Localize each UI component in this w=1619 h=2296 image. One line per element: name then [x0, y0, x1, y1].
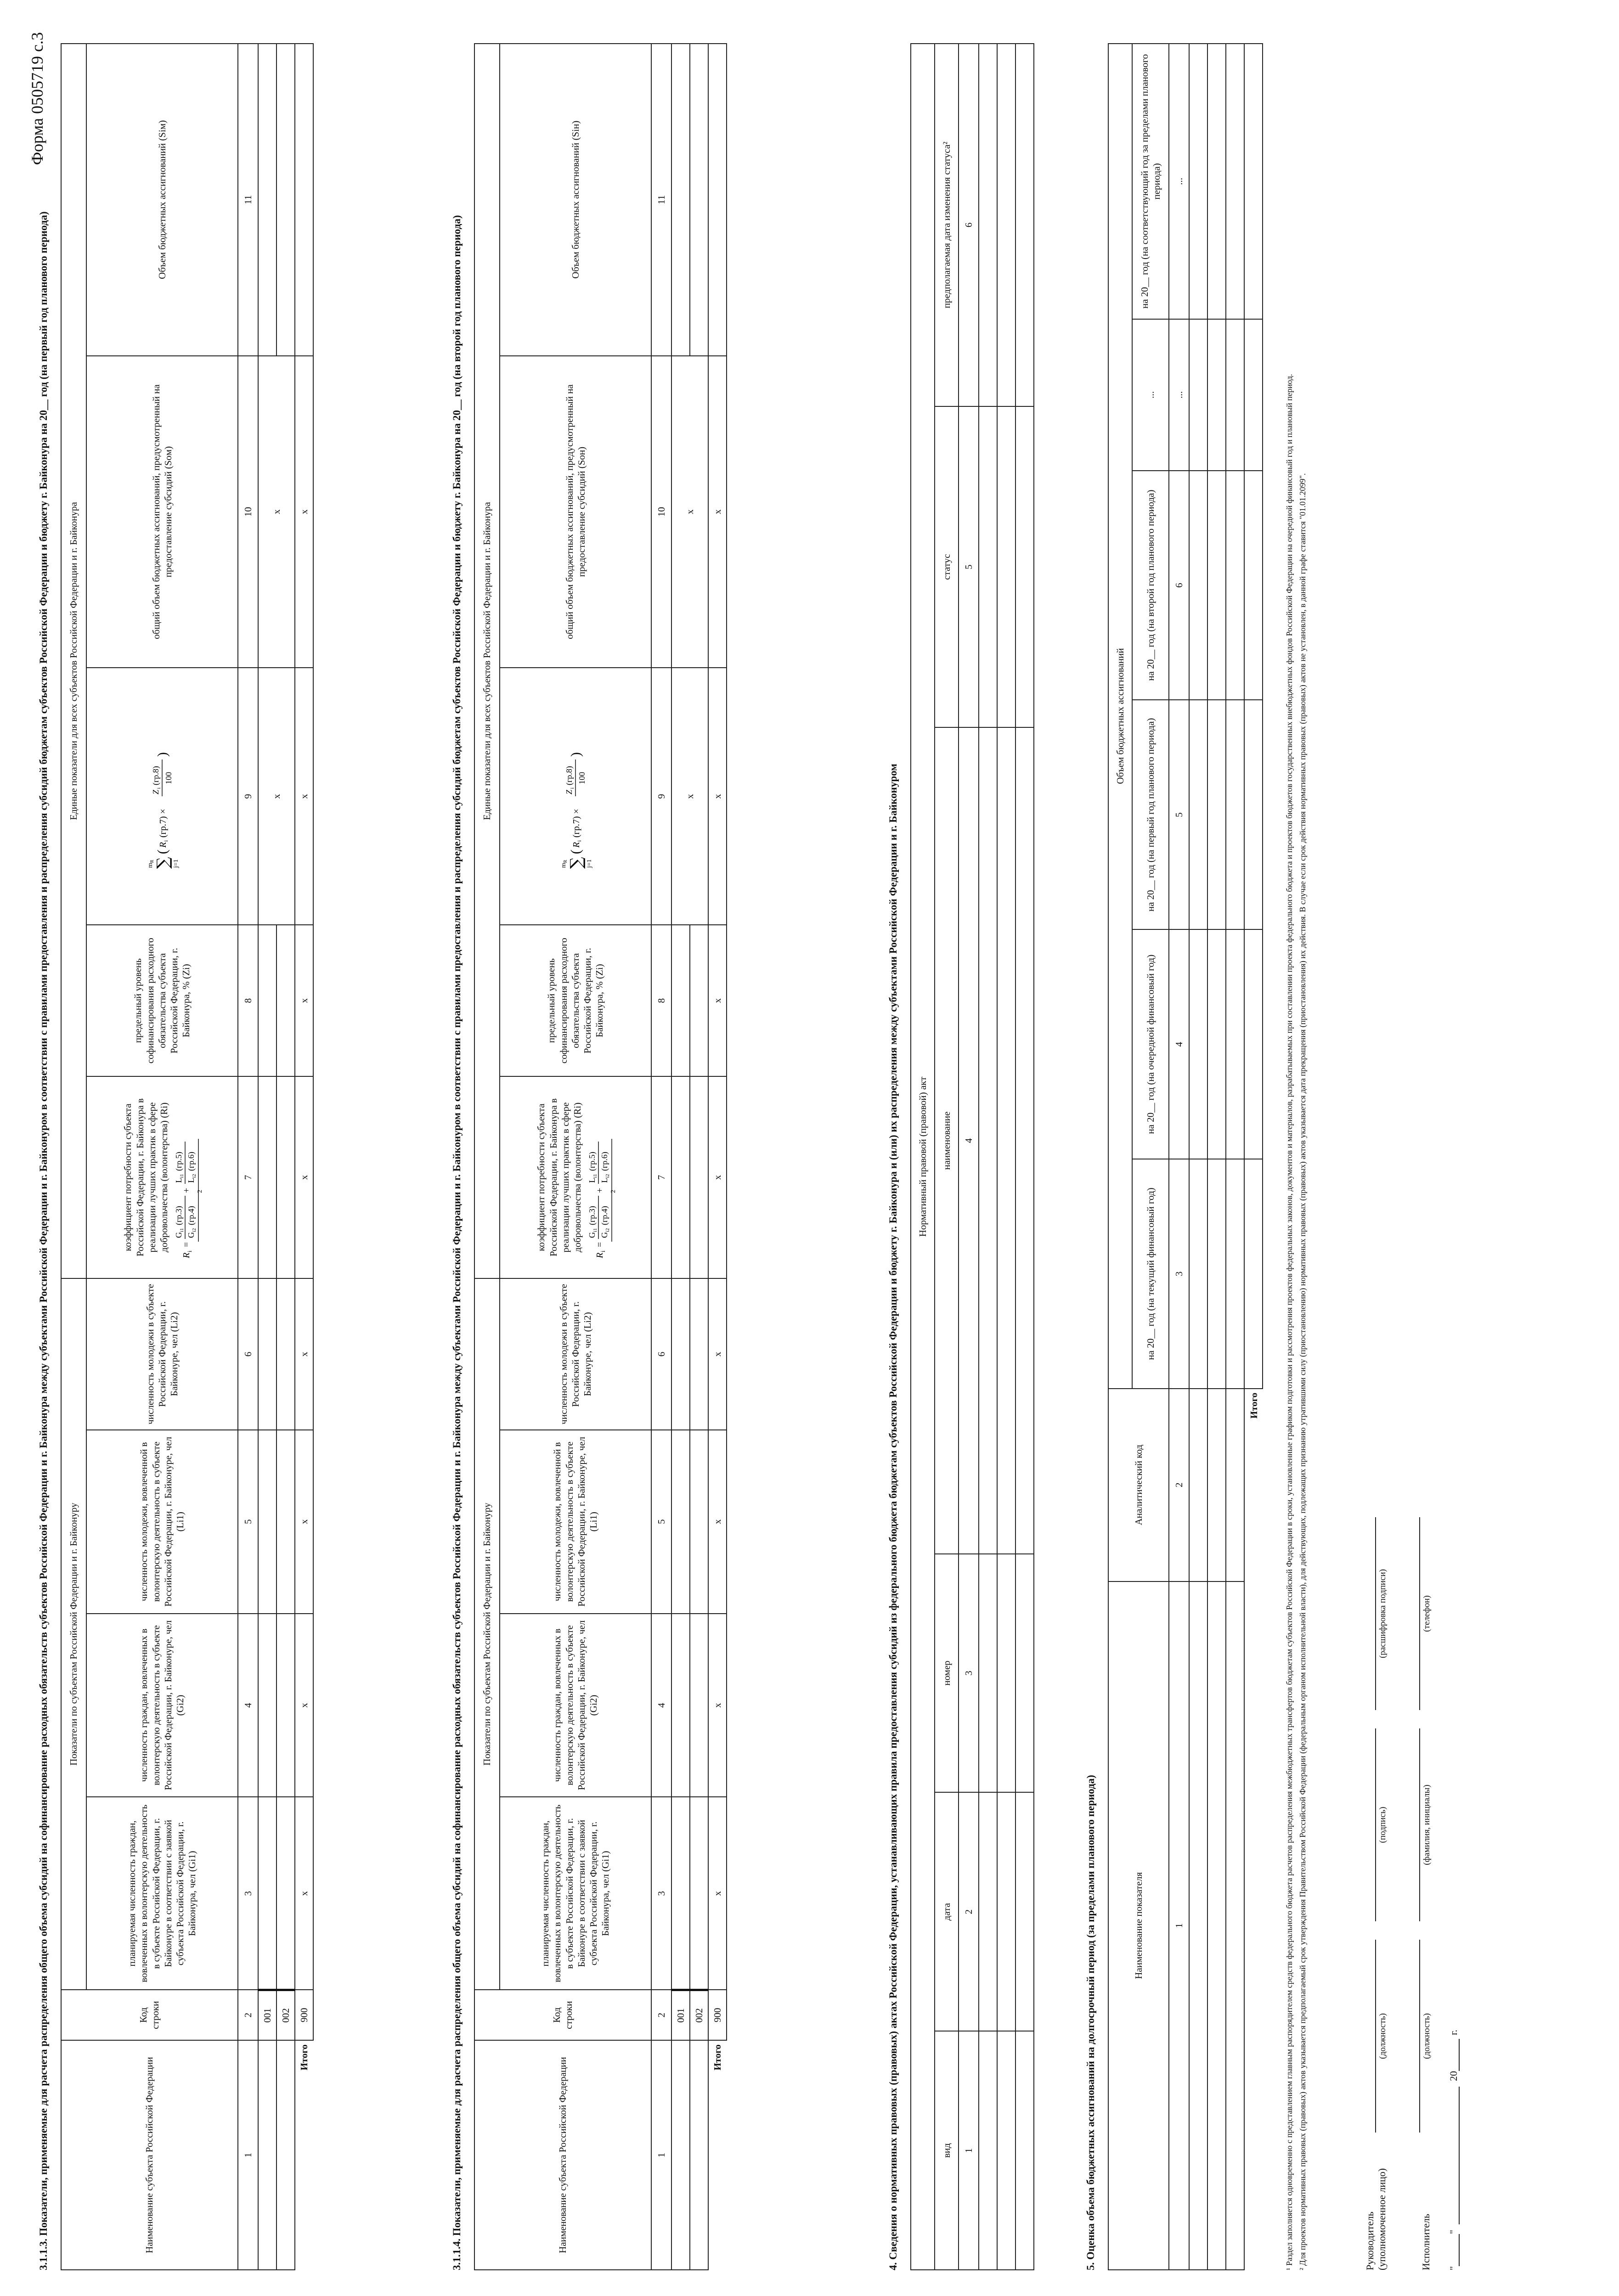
section-heading: 4. Сведения о нормативных правовых (правовых) актах Российской Федерации, устанавливающих правила предоставления субсидий из федерального бюджета бюджетам субъектов Российской Федерации и бюджету г. Байконура и (или) их распределения между субъектами Российской Федерации и г. Байконуром	[887, 764, 899, 2270]
svg-text:i: i	[162, 840, 169, 842]
col-cofinancing-level: предельный уровень софинансирования расходного обязательства субъекта Российской Федерации, г. Байконура, % (Zi)	[86, 925, 238, 1076]
svg-text:i2: i2	[605, 1174, 611, 1178]
table-row	[1207, 44, 1226, 2270]
col-sum-formula	[86, 668, 238, 925]
svg-text:j=1: j=1	[586, 859, 593, 868]
head-label: Руководитель	[1364, 2212, 1376, 2270]
svg-text:i: i	[599, 1250, 607, 1253]
cell-x: x	[708, 925, 727, 1076]
table-row	[708, 44, 727, 2270]
svg-text:(гр.6): (гр.6)	[186, 1152, 196, 1171]
section-3-1-1-4	[450, 43, 727, 2270]
col-index: 4	[959, 727, 979, 1553]
col-row-code: Код строки	[61, 1990, 238, 2040]
col-index: 2	[651, 1990, 671, 2040]
svg-text:G: G	[174, 1232, 184, 1238]
col-sum-formula	[500, 668, 651, 925]
col-type: вид	[935, 2031, 959, 2270]
col-plan-year-1: на 20__ год (на первый год планового периода)	[1132, 700, 1169, 929]
svg-text:+: +	[181, 1187, 192, 1193]
indicators-table-year2	[474, 43, 727, 2270]
svg-text:=: =	[595, 1242, 605, 1248]
col-index: 6	[238, 1278, 258, 1430]
svg-text:(гр.7) ×: (гр.7) ×	[571, 809, 581, 838]
col-next-year: на 20__ год (на очередной финансовый год)	[1132, 929, 1169, 1159]
col-total-allocation: общий объем бюджетных ассигнований, предусмотренный на предоставление субсидий (Soн)	[500, 356, 651, 668]
col-index: ...	[1169, 44, 1189, 319]
col-index: 1	[1169, 1581, 1189, 2270]
svg-text:j=1: j=1	[172, 859, 180, 868]
group-common-indicators: Единые показатели для всех субъектов Российской Федерации и г. Байконура	[474, 44, 500, 1278]
cell-x: x	[295, 1278, 313, 1430]
svg-text:Z: Z	[151, 790, 160, 795]
col-need-coefficient: коэффициент потребности субъекта Российской Федерации, г. Байконура в реализации лучших практик в сфере добровольчества (волонтерства) (Ri) R i = G i1 (гр.3) G i2 (гр.4) + L i1 (гр.5) L i2 (гр.6) 2	[500, 1076, 651, 1278]
col-index: 6	[959, 44, 979, 406]
cell-x: x	[708, 1797, 727, 1990]
cell-x: x	[671, 356, 708, 668]
table-row	[258, 44, 276, 2270]
svg-text:(: (	[568, 850, 583, 855]
legal-acts-table	[910, 43, 1035, 2270]
table-row	[1226, 44, 1244, 2270]
col-number: номер	[935, 1554, 959, 1793]
col-ellipsis: ...	[1132, 319, 1169, 471]
col-status-change-date: предполагаемая дата изменения статуса²	[935, 44, 959, 406]
footnote-2: ² Для проектов нормативных правовых (правовых) актов указывается предполагаемый срок утверждения Правительством Российской Федерации (федеральным органом исполнительной власти), для действующих, подлежащих признанию утратившими силу (приостановлению) нормативных правовых (правовых) актов указывается дата прекращения (приостановления) их действия. В случае если срок действия нормативных правовых (правовых) актов не установлен, в данной графе ставится "01.01.2099".	[1298, 473, 1308, 2270]
section-heading: 3.1.1.3. Показатели, применяемые для расчета распределения общего объема субсидий на софинансирование расходных обязательств субъектов Российской Федерации и г. Байконура между субъектами Российской Федерации и г. Байконуром в соответствии с правилами предоставления и распределения субсидий бюджетам субъектов Российской Федерации и бюджету г. Байконура на 20__ год (на первый год планового периода)	[38, 211, 49, 2270]
svg-text:G: G	[600, 1232, 609, 1238]
svg-text:∑: ∑	[567, 857, 586, 869]
svg-text:i: i	[569, 788, 575, 789]
col-subject-name: Наименование субъекта Российской Федерации	[61, 2040, 238, 2270]
sum-formula	[557, 723, 594, 870]
cell-x: x	[295, 668, 313, 925]
col-volume: Объем бюджетных ассигнований (Siн)	[500, 44, 651, 356]
col-youth-total: численность молодежи в субъекте Российской Федерации, г. Байконуре, чел (Li2)	[86, 1278, 238, 1430]
svg-text:(гр.7) ×: (гр.7) ×	[158, 809, 168, 838]
col-index: 7	[238, 1076, 258, 1278]
svg-text:R: R	[563, 860, 568, 863]
cell-x: x	[295, 1797, 313, 1990]
svg-text:Z: Z	[564, 790, 574, 795]
col-index: 4	[238, 1614, 258, 1797]
svg-text:(гр.8): (гр.8)	[151, 766, 160, 786]
head-signature-row	[1360, 1168, 1388, 2270]
total-label: Итого	[708, 2040, 727, 2270]
svg-text:): )	[568, 752, 583, 757]
cell-x: x	[295, 356, 313, 668]
col-volunteers: численность граждан, вовлеченных в волонтерскую деятельность в субъекте Российской Федерации, г. Байконуре, чел (Gi2)	[500, 1614, 651, 1797]
table-row	[295, 44, 313, 2270]
cell-x: x	[708, 1430, 727, 1614]
col-subject-name: Наименование субъекта Российской Федерации	[474, 2040, 651, 2270]
col-plan-year-2: на 20__ год (на второй год планового периода)	[1132, 471, 1169, 700]
col-index: 4	[1169, 929, 1189, 1159]
row-code: 001	[671, 1990, 690, 2040]
svg-text:(гр.4): (гр.4)	[600, 1206, 609, 1226]
row-code: 900	[708, 1990, 727, 2040]
col-index: 3	[959, 1554, 979, 1793]
section-4-legal-acts	[886, 43, 1034, 2270]
col-youth-volunteers: численность молодежи, вовлеченной в волонтерскую деятельность в субъекте Российской Федерации, г. Байконуре, чел (Li1)	[86, 1430, 238, 1614]
group-regional-indicators: Показатели по субъектам Российской Федерации и г. Байконуру	[474, 1278, 500, 1990]
cell-x: x	[258, 668, 295, 925]
col-index: 1	[651, 2040, 671, 2270]
coefficient-formula	[583, 1095, 615, 1260]
svg-text:L: L	[186, 1178, 196, 1183]
head-sublabel: (уполномоченное лицо)	[1376, 2168, 1388, 2270]
svg-text:R: R	[181, 1252, 192, 1259]
col-index: 11	[651, 44, 671, 356]
svg-text:∑: ∑	[153, 857, 173, 869]
indicators-table-year1	[61, 43, 314, 2270]
col-planned-volunteers: планируемая численность граждан, вовлеченных в волонтерскую деятельность в субъекте Российской Федерации, г. Байконуре в соответствии с заявкой субъекта Российской Федерации, г. Байконура, чел (Gi1)	[500, 1797, 651, 1990]
svg-text:L: L	[174, 1178, 184, 1183]
col-index: 10	[651, 356, 671, 668]
footnotes	[1284, 43, 1310, 2270]
col-index: 4	[651, 1614, 671, 1797]
date-field[interactable]: " " 20 г.	[1448, 2029, 1459, 2270]
cell-x: x	[671, 668, 708, 925]
svg-text:i: i	[156, 788, 162, 789]
col-indicator-name: Наименование показателя	[1108, 1581, 1169, 2270]
col-index: 5	[959, 406, 979, 728]
table-row	[1189, 44, 1207, 2270]
svg-text:m: m	[147, 863, 154, 868]
cell-x: x	[708, 356, 727, 668]
svg-text:R: R	[595, 1252, 605, 1259]
svg-text:L: L	[600, 1178, 609, 1183]
section-heading: 3.1.1.4. Показатели, применяемые для расчета распределения общего объема субсидий на софинансирование расходных обязательств субъектов Российской Федерации и г. Байконура между субъектами Российской Федерации и г. Байконуром в соответствии с правилами предоставления и распределения субсидий бюджетам субъектов Российской Федерации и бюджету г. Байконура на 20__ год (на второй год планового периода)	[451, 215, 463, 2270]
svg-text:i2: i2	[192, 1174, 197, 1178]
svg-text:(: (	[154, 850, 170, 855]
col-index: 11	[238, 44, 258, 356]
cell-x: x	[295, 1076, 313, 1278]
col-volunteers: численность граждан, вовлеченных в волонтерскую деятельность в субъекте Российской Федерации, г. Байконуре, чел (Gi2)	[86, 1614, 238, 1797]
col-index: 9	[238, 668, 258, 925]
executor-label: Исполнитель	[1420, 2213, 1432, 2270]
svg-text:i: i	[575, 840, 582, 842]
col-index: 2	[1169, 1389, 1189, 1581]
col-date: дата	[935, 1792, 959, 2031]
svg-text:i1: i1	[592, 1174, 598, 1178]
svg-text:R: R	[158, 842, 168, 848]
col-current-year: на 20__ год (на текущий финансовый год)	[1132, 1159, 1169, 1389]
cell-x: x	[708, 668, 727, 925]
table-row	[1015, 44, 1034, 2270]
col-total-allocation: общий объем бюджетных ассигнований, предусмотренный на предоставление субсидий (Soм)	[86, 356, 238, 668]
col-index: 6	[1169, 471, 1189, 700]
cell-x: x	[295, 925, 313, 1076]
svg-text:100: 100	[577, 772, 587, 785]
cell-x: x	[295, 1614, 313, 1797]
footnote-1: ¹ Раздел заполняется одновременно с представлением главным распорядителем средств федерального бюджета расчетов распределения межбюджетных трансфертов бюджетам субъектов Российской Федерации в сроки, установленные графиком подготовки и рассмотрения проектов федеральных законов, документов и материалов, разрабатываемых при составлении проекта федерального бюджета и проектов бюджетов государственных внебюджетных фондов Российской Федерации на очередной финансовый год и плановый период.	[1285, 374, 1294, 2270]
svg-text:(гр.6): (гр.6)	[600, 1152, 609, 1171]
svg-text:i2: i2	[192, 1228, 197, 1232]
table-row	[997, 44, 1015, 2270]
row-code: 001	[258, 1990, 276, 2040]
col-youth-volunteers: численность молодежи, вовлеченной в волонтерскую деятельность в субъекте Российской Федерации, г. Байконуре, чел (Li1)	[500, 1430, 651, 1614]
col-index: 3	[651, 1797, 671, 1990]
group-budget-volume: Объем бюджетных ассигнований	[1108, 44, 1132, 1389]
svg-text:i1: i1	[179, 1174, 185, 1178]
col-index: 2	[238, 1990, 258, 2040]
section-3-1-1-3	[37, 43, 314, 2270]
head-signature-field[interactable]: (подпись)	[1360, 1728, 1388, 1921]
svg-text:i1: i1	[592, 1228, 598, 1232]
group-common-indicators: Единые показатели для всех субъектов Российской Федерации и г. Байконура	[61, 44, 86, 1278]
cell-x: x	[258, 356, 295, 668]
col-index: 8	[238, 925, 258, 1076]
group-legal-act: Нормативный правовой (правовой) акт	[911, 44, 935, 2270]
total-label: Итого	[295, 2040, 313, 2270]
svg-text:G: G	[587, 1232, 597, 1238]
svg-text:R: R	[149, 860, 155, 863]
cell-x: x	[708, 1614, 727, 1797]
col-analytic-code: Аналитический код	[1108, 1389, 1169, 1581]
row-code: 900	[295, 1990, 313, 2040]
col-need-coefficient: коэффициент потребности субъекта Российской Федерации, г. Байконура в реализации лучших практик в сфере добровольчества (волонтерства) (Ri) R i = G i1 (гр.3) G i2 (гр.4) + L i1 (гр.5) L i2 (гр.6) 2	[86, 1076, 238, 1278]
svg-text:i: i	[186, 1250, 193, 1253]
col-cofinancing-level: предельный уровень софинансирования расходного обязательства субъекта Российской Федерации, г. Байконура, % (Zi)	[500, 925, 651, 1076]
col-status: статус	[935, 406, 959, 728]
svg-text:): )	[154, 752, 170, 757]
svg-text:(гр.4): (гр.4)	[186, 1206, 196, 1226]
sum-formula	[144, 723, 181, 870]
col-planned-volunteers: планируемая численность граждан, вовлеченных в волонтерскую деятельность в субъекте Российской Федерации, г. Байконуре в соответствии с заявкой субъекта Российской Федерации, г. Байконура, чел (Gi1)	[86, 1797, 238, 1990]
cell-x: x	[708, 1076, 727, 1278]
col-index: ...	[1169, 319, 1189, 471]
table-row	[671, 44, 690, 2270]
cell-x: x	[295, 1430, 313, 1614]
col-title: наименование	[935, 727, 959, 1553]
svg-text:i1: i1	[179, 1228, 185, 1232]
total-label: Итого	[1244, 1389, 1263, 1581]
col-index: 6	[651, 1278, 671, 1430]
col-index: 3	[1169, 1159, 1189, 1389]
col-index: 9	[651, 668, 671, 925]
col-index: 1	[238, 2040, 258, 2270]
svg-text:R: R	[571, 842, 581, 848]
executor-phone-field[interactable]: (телефон)	[1404, 1517, 1432, 1710]
col-index: 3	[238, 1797, 258, 1990]
col-volume: Объем бюджетных ассигнований (Siм)	[86, 44, 238, 356]
col-index: 5	[651, 1430, 671, 1614]
cell-x: x	[708, 1278, 727, 1430]
executor-name-field[interactable]: (фамилия, инициалы)	[1404, 1728, 1432, 1921]
section-5-long-term	[1084, 43, 1263, 2270]
svg-text:i2: i2	[605, 1228, 611, 1232]
form-number: Форма 0505719 с.3	[28, 32, 46, 165]
col-index: 5	[238, 1430, 258, 1614]
executor-signature-row	[1404, 1168, 1432, 2270]
section-heading: 5. Оценка объема бюджетных ассигнований на долгосрочный период (за пределами планового периода)	[1085, 1775, 1096, 2270]
table-row	[1244, 44, 1263, 2270]
col-index: 8	[651, 925, 671, 1076]
group-regional-indicators: Показатели по субъектам Российской Федерации и г. Байконуру	[61, 1278, 86, 1990]
col-index: 1	[959, 2031, 979, 2270]
long-term-table	[1108, 43, 1263, 2270]
head-position-field[interactable]: (должность)	[1360, 1940, 1388, 2133]
svg-text:(гр.5): (гр.5)	[174, 1152, 184, 1171]
svg-text:L: L	[587, 1178, 597, 1183]
signature-block	[1360, 1168, 1460, 2270]
svg-text:(гр.5): (гр.5)	[587, 1152, 597, 1171]
row-code: 002	[276, 1990, 295, 2040]
col-beyond-plan: на 20__ год (на соответствующий год за пределами планового периода)	[1132, 44, 1169, 319]
svg-text:2: 2	[610, 1190, 617, 1193]
head-decode-field[interactable]: (расшифровка подписи)	[1360, 1517, 1388, 1710]
col-index: 10	[238, 356, 258, 668]
col-index: 7	[651, 1076, 671, 1278]
coefficient-formula	[170, 1095, 202, 1260]
svg-text:(гр.3): (гр.3)	[174, 1206, 184, 1226]
table-row	[979, 44, 997, 2270]
svg-text:+: +	[595, 1187, 605, 1193]
svg-text:2: 2	[197, 1190, 204, 1193]
row-code: 002	[690, 1990, 708, 2040]
svg-text:(гр.8): (гр.8)	[564, 766, 574, 786]
executor-position-field[interactable]: (должность)	[1404, 1940, 1432, 2133]
svg-text:G: G	[186, 1232, 196, 1238]
col-youth-total: численность молодежи в субъекте Российской Федерации, г. Байконуре, чел (Li2)	[500, 1278, 651, 1430]
svg-text:m: m	[560, 863, 567, 868]
svg-text:=: =	[181, 1242, 192, 1248]
col-index: 5	[1169, 700, 1189, 929]
col-index: 2	[959, 1792, 979, 2031]
svg-text:(гр.3): (гр.3)	[587, 1206, 597, 1226]
col-row-code: Код строки	[474, 1990, 651, 2040]
svg-text:100: 100	[164, 772, 173, 785]
